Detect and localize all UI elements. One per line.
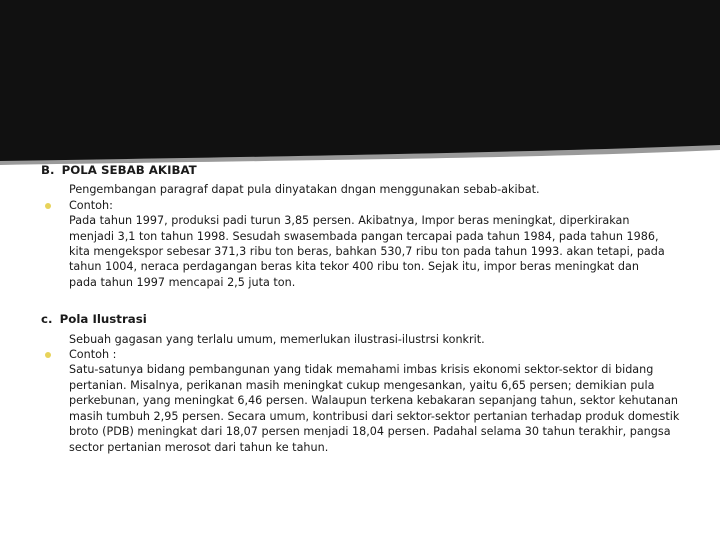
example-text: Pada tahun 1997, produksi padi turun 3,85 persen. Akibatnya, Impor beras meningkat, diperkirakan menjadi 3,1 ton tahun 1998. Sesudah swasembada pangan tercapai pada tahun 1984, pada tahun 1986, kita mengekspor sebesar 371,3 ribu ton beras, bahkan 530,7 ribu ton pada tahun 1993. akan tetapi, pada tahun 1004, neraca perdagangan beras kita tekor 400 ribu ton. Sejak itu, impor beras meningkat dan pada tahun 1997 mencapai 2,5 juta ton. (69, 214, 665, 289)
section-illustration (41, 312, 691, 455)
section-title: Pola Ilustrasi (59, 312, 147, 327)
header-fill (0, 0, 720, 161)
section-letter: B. (41, 163, 55, 177)
example-label: Contoh : (69, 348, 117, 362)
slide-content (41, 163, 691, 455)
section-heading (41, 163, 691, 178)
header-band (0, 0, 720, 170)
bullet-icon (45, 352, 51, 358)
example-text: Satu-satunya bidang pembangunan yang tidak memahami imbas krisis ekonomi sektor-sektor di bidang pertanian. Misalnya, perikanan masih meningkat cukup mengesankan, yaitu 6,65 persen; demikian pula perkebunan, yang meningkat 6,46 persen. Walaupun terkena kebakaran sepanjang tahun, sektor kehutanan masih tumbuh 2,95 persen. Secara umum, kontribusi dari sektor-sektor pertanian terhadap produk domestik broto (PDB) meningkat dari 18,07 persen menjadi 18,04 persen. Padahal selama 30 tahun terakhir, pangsa sector pertanian merosot dari tahun ke tahun. (69, 363, 680, 454)
example-label: Contoh: (69, 198, 113, 212)
section-title: POLA SEBAB AKIBAT (61, 163, 197, 177)
section-intro: Sebuah gagasan yang terlalu umum, memerlukan ilustrasi-ilustrsi konkrit. (69, 332, 485, 346)
bullet-icon (45, 203, 51, 209)
section-heading (41, 312, 691, 327)
section-letter: c. (41, 312, 53, 327)
section-cause-effect (41, 163, 691, 290)
example-block (69, 198, 691, 290)
section-intro: Pengembangan paragraf dapat pula dinyatakan dngan menggunakan sebab-akibat. (69, 183, 540, 197)
example-block (69, 347, 691, 455)
